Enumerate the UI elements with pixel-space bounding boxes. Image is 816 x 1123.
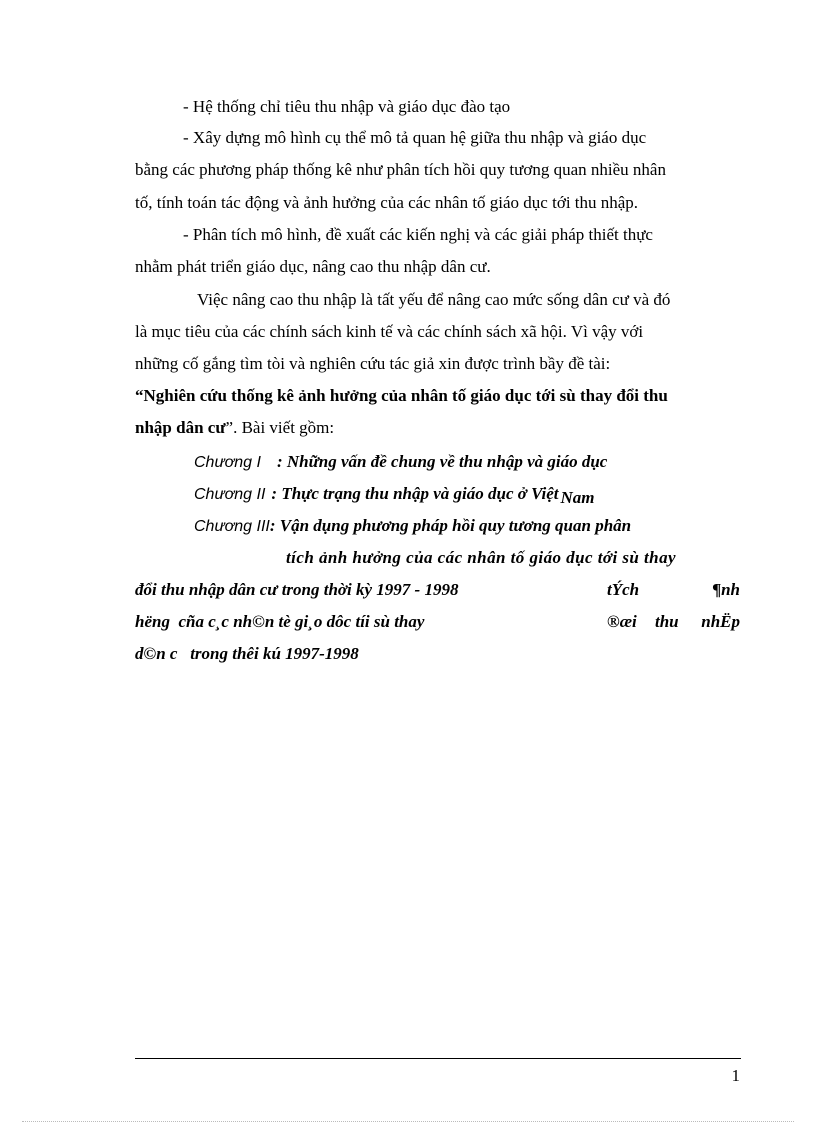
chapter-3-cont-2-text: đổi thu nhập dân cư trong thời kỳ 1997 - 1998 [135,580,459,599]
garbled-word-nhap: nhËp [701,612,740,631]
bullet-line-5: - Phân tích mô hình, đề xuất các kiến nghị và các giải pháp thiết thực [183,225,653,244]
chapter-1-title: : Những vấn đề chung về thu nhập và giáo dục [276,452,608,471]
garbled-word-doi: ®æi [607,612,637,631]
topic-title-rest: ”. Bài viết gồm: [225,418,335,437]
chapter-3-cont-2 [135,578,740,602]
garbled-word-tich: tÝch [607,580,640,599]
chapter-3-cont-3 [135,610,740,634]
chapter-3-label: Chương III [194,518,270,535]
garbled-word-thu: thu [655,612,679,631]
bullet-line-3: bằng các phương pháp thống kê như phân tích hồi quy tương quan nhiều nhân [135,160,666,179]
bullet-line-2: - Xây dựng mô hình cụ thể mô tả quan hệ giữa thu nhập và giáo dục [183,128,647,147]
page-number: 1 [731,1066,740,1085]
chapter-1-label: Chương I [194,454,261,471]
chapter-2-tail: Nam [560,488,595,507]
page-bottom-border [22,1121,794,1122]
garbled-word-anh: ¶nh [712,580,740,599]
chapter-3-title: : Vận dụng phương pháp hồi quy tương quan phân [269,516,632,535]
intro-line-1: Việc nâng cao thu nhập là tất yếu để nâng cao mức sống dân cư và đó [197,290,671,309]
bullet-line-1: - Hệ thống chỉ tiêu thu nhập và giáo dục đào tạo [183,97,511,116]
chapter-3 [135,514,740,539]
topic-title-line-1: “Nghiên cứu thống kê ảnh hưởng của nhân tố giáo dục tới sù thay đổi thu [135,386,668,405]
chapter-2-title: : Thực trạng thu nhập và giáo dục ở Việt [271,484,559,503]
chapter-2-label: Chương II [194,486,266,503]
chapter-3-cont-1: tích ảnh hưởng của các nhân tố giáo dục tới sù thay [286,548,677,567]
chapter-2 [135,482,740,507]
chapter-3-cont-3-text: hëng cña c¸c nh©n tè gi¸o dôc tíi sù thay [135,612,425,631]
chapter-3-cont-4: d©n c trong thêi kú 1997-1998 [135,644,359,663]
bullet-line-6: nhằm phát triển giáo dục, nâng cao thu nhập dân cư. [135,257,491,276]
chapter-1 [135,450,740,475]
topic-title-line-2 [135,416,740,440]
intro-line-2: là mục tiêu của các chính sách kinh tế và các chính sách xã hội. Vì vậy với [135,322,644,341]
intro-line-3: những cố gắng tìm tòi và nghiên cứu tác giả xin được trình bầy đề tài: [135,354,611,373]
topic-title-bold: nhập dân cư [135,418,226,437]
bullet-line-4: tố, tính toán tác động và ảnh hưởng của các nhân tố giáo dục tới thu nhập. [135,193,639,212]
footer-rule [135,1058,741,1059]
